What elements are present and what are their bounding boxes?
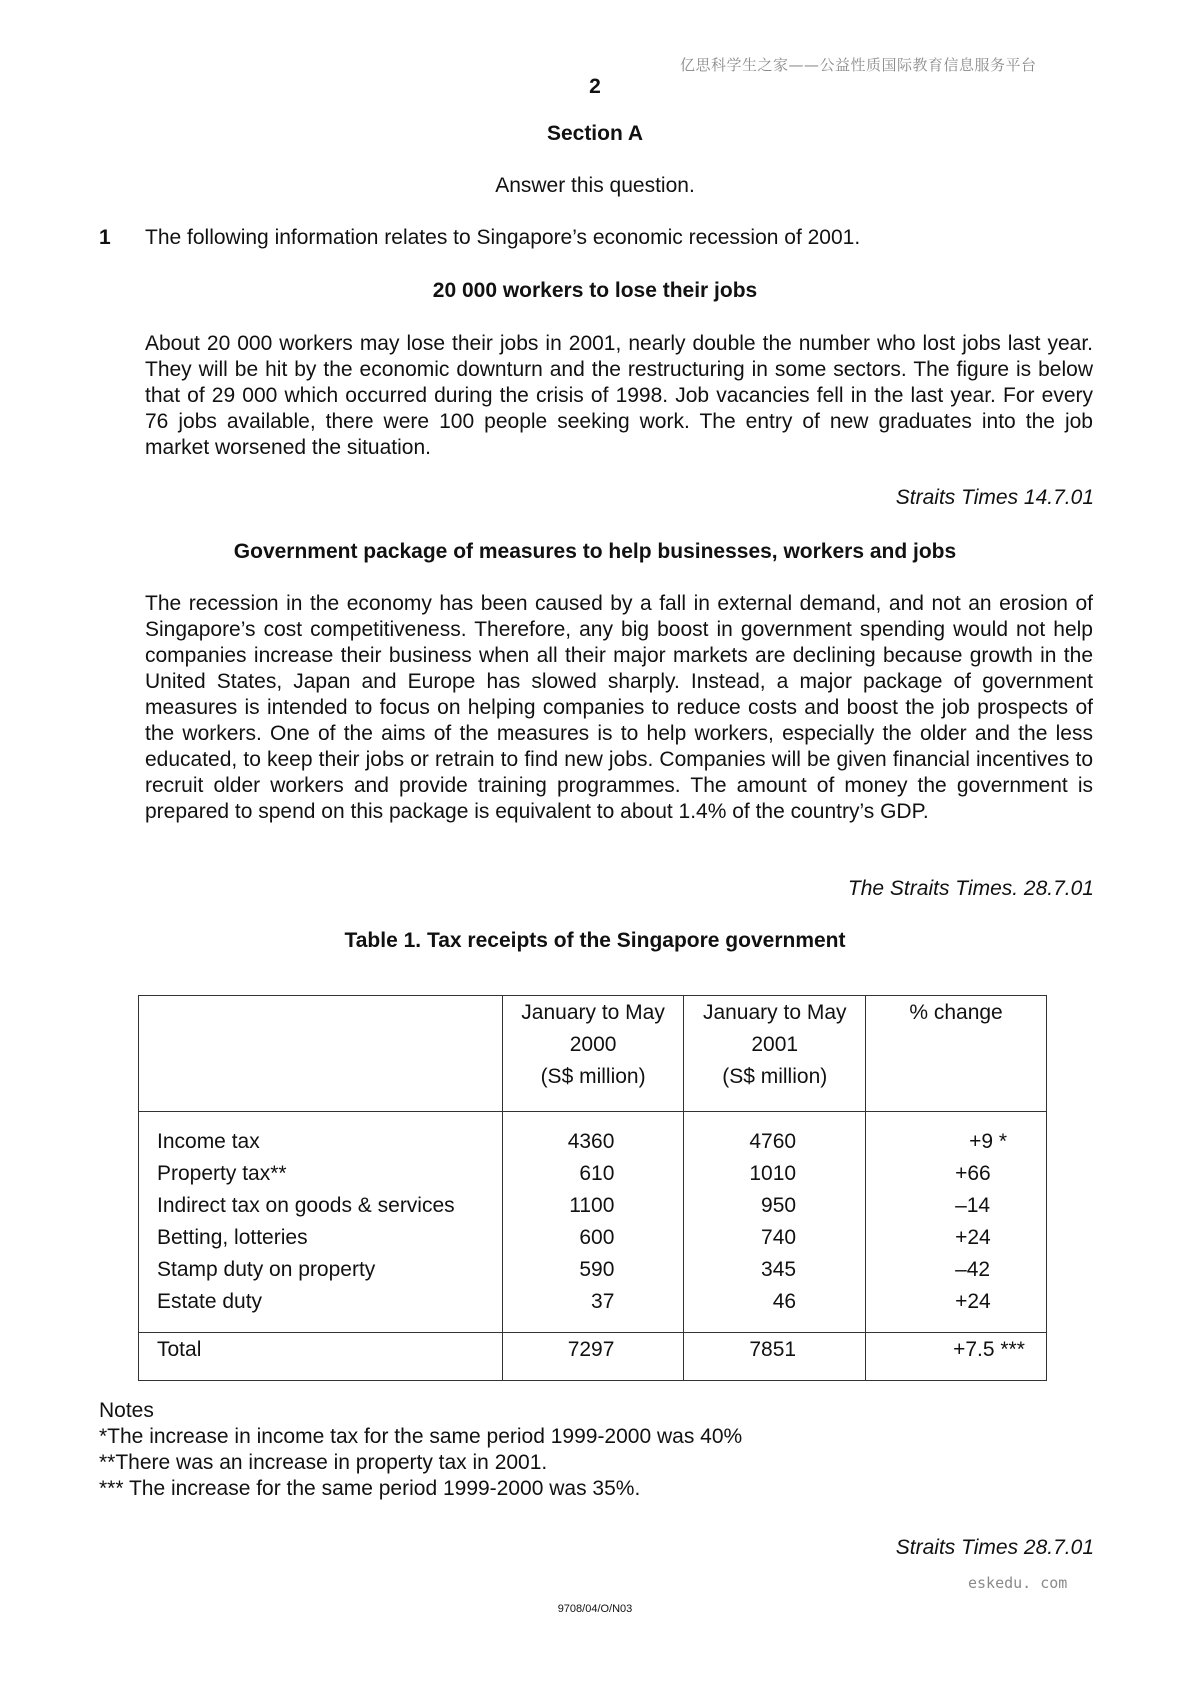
value-change: +66 bbox=[955, 1162, 991, 1185]
paper-code: 9708/04/O/N03 bbox=[557, 1603, 633, 1615]
question-text: The following information relates to Singapore’s economic recession of 2001. bbox=[145, 226, 861, 249]
question-number: 1 bbox=[99, 226, 111, 249]
section-title: Section A bbox=[546, 122, 644, 145]
note-line: *The increase in income tax for the same period 1999-2000 was 40% bbox=[99, 1425, 743, 1448]
value-2000: 590 bbox=[579, 1258, 615, 1281]
value-change: +9 * bbox=[969, 1130, 1008, 1153]
tax-receipts-table bbox=[138, 995, 1047, 1381]
header-empty bbox=[139, 996, 503, 1112]
page-number: 2 bbox=[589, 75, 601, 98]
value-2001: 950 bbox=[761, 1194, 797, 1217]
note-line: *** The increase for the same period 1999-2000 was 35%. bbox=[99, 1477, 641, 1500]
row-label: Property tax** bbox=[157, 1162, 287, 1185]
header-2000 bbox=[502, 996, 684, 1112]
value-change: +24 bbox=[955, 1226, 991, 1249]
total-change: +7.5 *** bbox=[953, 1338, 1025, 1361]
total-label-cell bbox=[139, 1333, 503, 1381]
article2-body: The recession in the economy has been caused by a fall in external demand, and not an erosion of Singapore’s cost competitiveness. Therefore, any big boost in government spending would not help companies increase their business when all their major markets are declining because growth in the United States, Japan and Europe has slowed sharply. Instead, a major package of government measures is intended to focus on helping companies to reduce costs and boost the job prospects of the workers. One of the aims of the measures is to help workers, especially the older and the less educated, to keep their jobs or retrain to find new jobs. Companies will be given financial incentives to recruit older workers and provide training programmes. The amount of money the government is prepared to spend on this package is equivalent to about 1.4% of the country’s GDP. bbox=[145, 592, 1093, 823]
table-header-row bbox=[139, 996, 1047, 1112]
header-change: % change bbox=[866, 996, 1047, 1112]
header-2000-line2: 2000 bbox=[569, 1033, 617, 1056]
total-2001: 7851 bbox=[749, 1338, 797, 1361]
table-total-row bbox=[139, 1333, 1047, 1381]
value-2001: 46 bbox=[772, 1290, 797, 1313]
row-label: Income tax bbox=[157, 1130, 260, 1153]
table-body-row bbox=[139, 1112, 1047, 1333]
label-column bbox=[139, 1112, 503, 1333]
value-2001: 345 bbox=[761, 1258, 797, 1281]
total-2000: 7297 bbox=[567, 1338, 615, 1361]
values-2001-column bbox=[684, 1112, 866, 1333]
row-label: Indirect tax on goods & services bbox=[157, 1194, 455, 1217]
change-column bbox=[866, 1112, 1047, 1333]
header-2000-line1: January to May bbox=[521, 1001, 665, 1024]
watermark-text: 亿思科学生之家——公益性质国际教育信息服务平台 bbox=[680, 56, 1037, 74]
value-2001: 1010 bbox=[749, 1162, 797, 1185]
value-2000: 4360 bbox=[567, 1130, 615, 1153]
row-label: Estate duty bbox=[157, 1290, 263, 1313]
value-2000: 37 bbox=[591, 1290, 615, 1313]
values-2000-column bbox=[502, 1112, 684, 1333]
article2-source: The Straits Times. 28.7.01 bbox=[847, 877, 1094, 900]
table-title: Table 1. Tax receipts of the Singapore government bbox=[344, 929, 846, 952]
value-2000: 610 bbox=[579, 1162, 615, 1185]
value-change: +24 bbox=[955, 1290, 991, 1313]
table-source: Straits Times 28.7.01 bbox=[895, 1536, 1094, 1559]
header-2000-line3: (S$ million) bbox=[540, 1065, 646, 1088]
value-2000: 1100 bbox=[569, 1194, 615, 1217]
footer-watermark: eskedu. com bbox=[968, 1574, 1068, 1592]
article1-source: Straits Times 14.7.01 bbox=[895, 486, 1094, 509]
row-label: Betting, lotteries bbox=[157, 1226, 308, 1249]
article1-heading: 20 000 workers to lose their jobs bbox=[432, 279, 758, 302]
total-2001-cell bbox=[684, 1333, 866, 1381]
value-2001: 4760 bbox=[749, 1130, 797, 1153]
value-change: –42 bbox=[955, 1258, 991, 1281]
header-2001-line2: 2001 bbox=[751, 1033, 799, 1056]
value-2000: 600 bbox=[579, 1226, 615, 1249]
value-2001: 740 bbox=[761, 1226, 797, 1249]
total-change-cell bbox=[866, 1333, 1047, 1381]
row-label: Stamp duty on property bbox=[157, 1258, 376, 1281]
notes bbox=[99, 1398, 742, 1502]
header-2001-line3: (S$ million) bbox=[722, 1065, 828, 1088]
header-2001-line1: January to May bbox=[702, 1001, 847, 1024]
header-2001 bbox=[684, 996, 866, 1112]
total-label: Total bbox=[157, 1338, 202, 1361]
notes-title: Notes bbox=[99, 1399, 154, 1422]
article1-body: About 20 000 workers may lose their jobs in 2001, nearly double the number who lost jobs last year. They will be hit by the economic downturn and the restructuring in some sectors. The figure is below that of 29 000 which occurred during the crisis of 1998. Job vacancies fell in the last year. For every 76 jobs available, there were 100 people seeking work. The entry of new graduates into the job market worsened the situation. bbox=[145, 332, 1093, 459]
note-line: **There was an increase in property tax in 2001. bbox=[99, 1451, 548, 1474]
value-change: –14 bbox=[955, 1194, 991, 1217]
total-2000-cell bbox=[502, 1333, 684, 1381]
article2-heading: Government package of measures to help businesses, workers and jobs bbox=[233, 540, 957, 563]
instruction: Answer this question. bbox=[495, 174, 695, 197]
